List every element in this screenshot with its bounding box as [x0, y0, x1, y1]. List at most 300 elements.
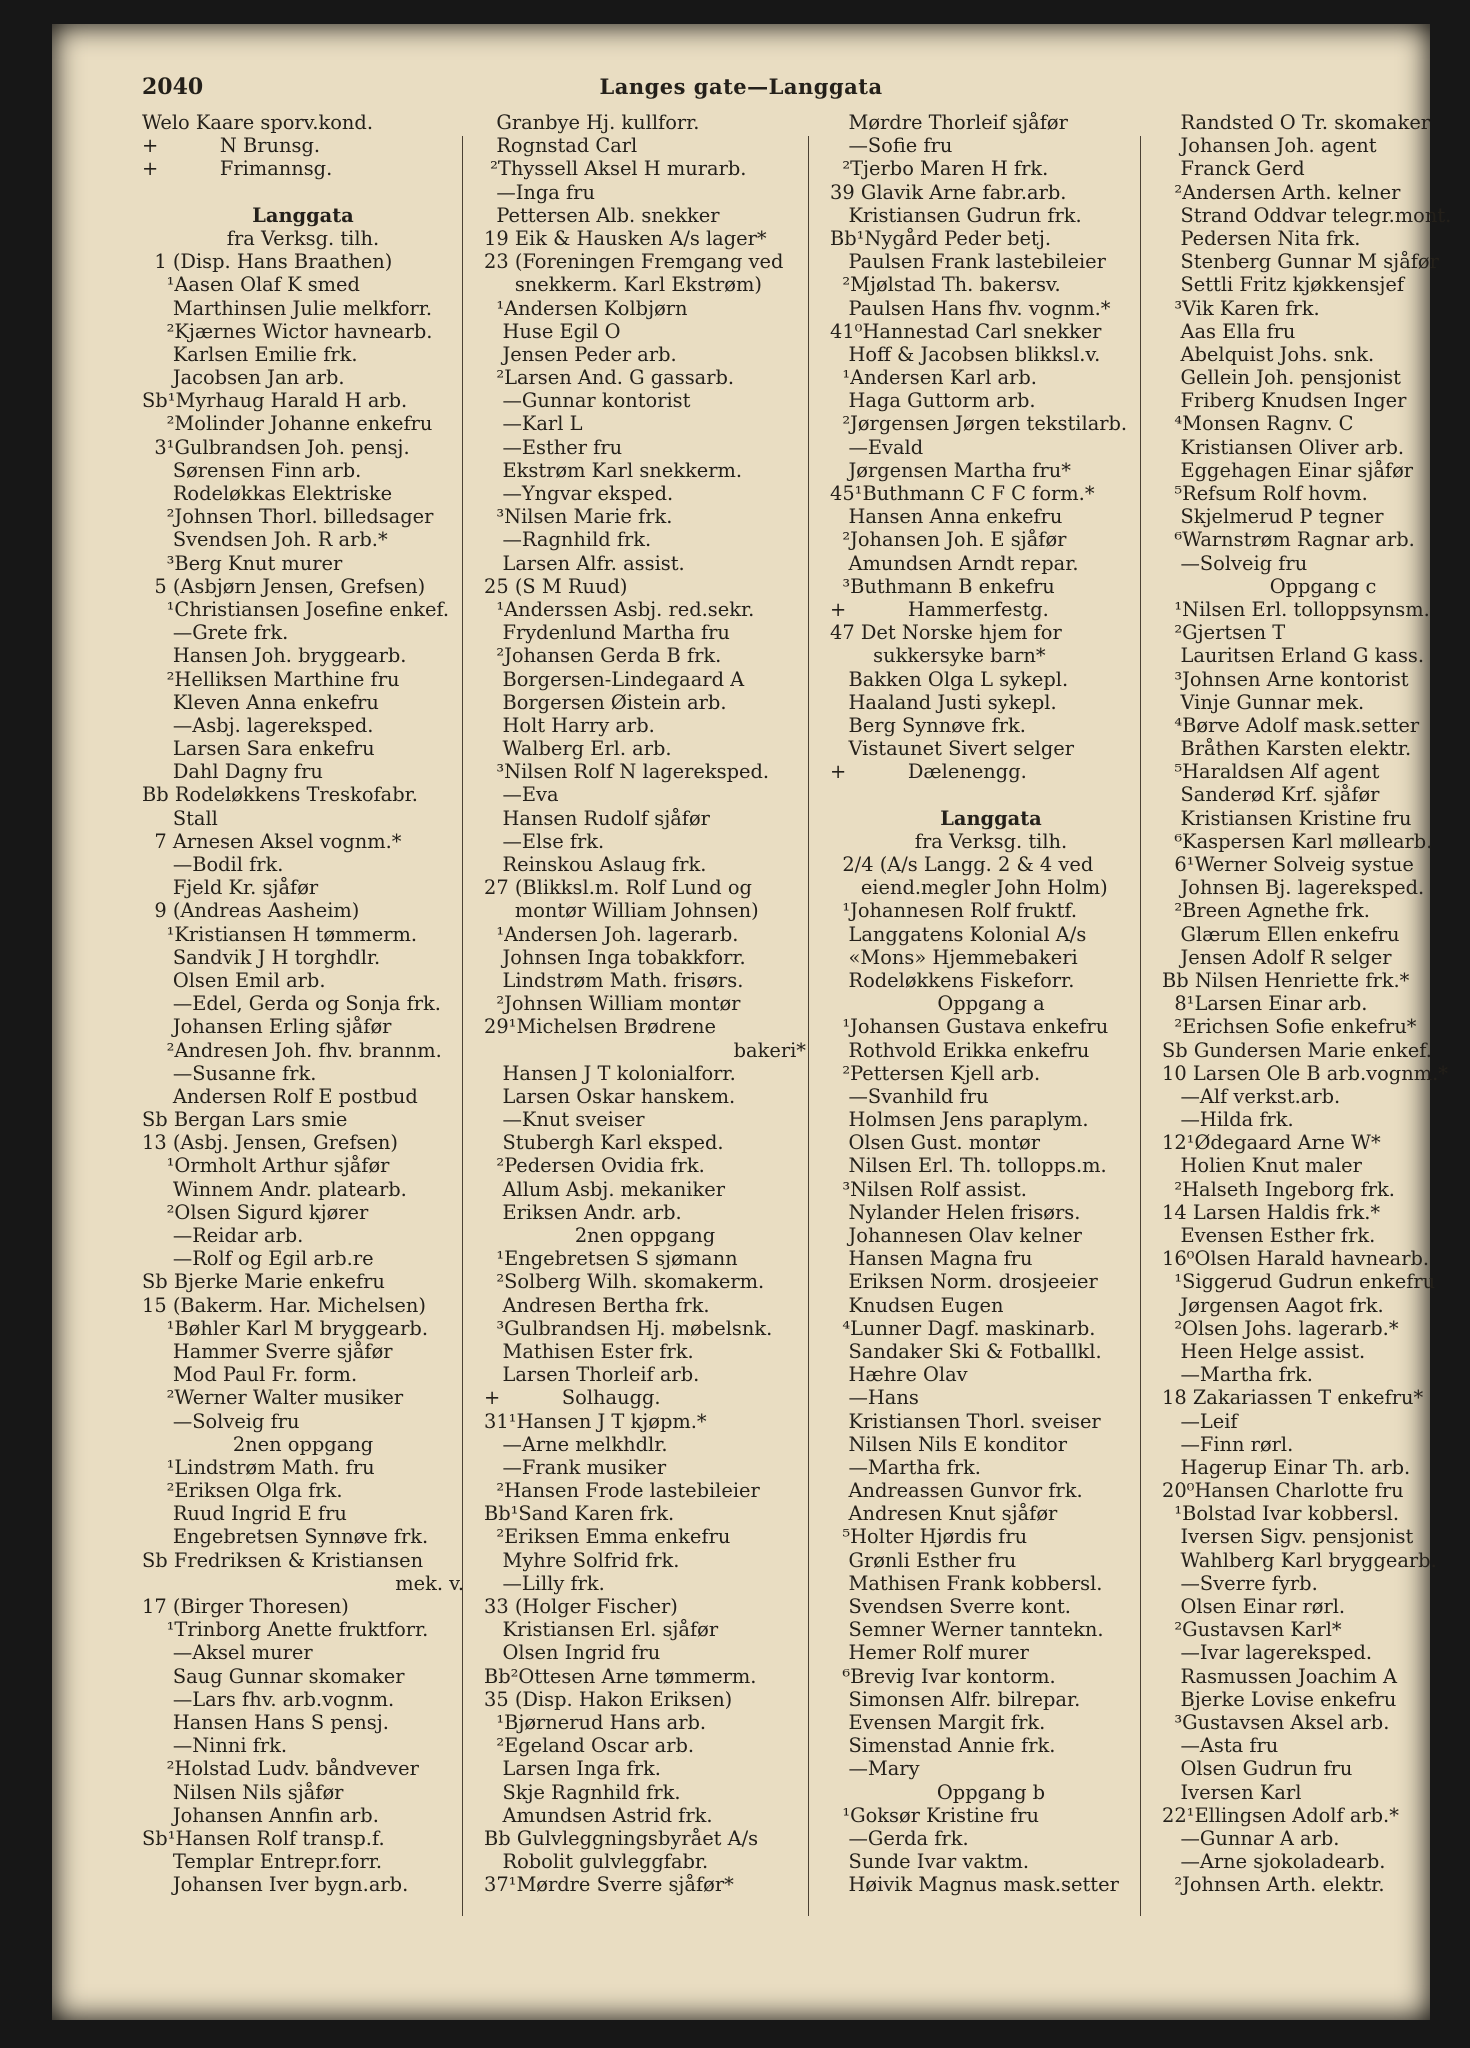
- directory-entry: Sb Bjerke Marie enkefru: [142, 1270, 385, 1294]
- directory-entry: 14 Larsen Haldis frk.*: [1162, 1200, 1381, 1224]
- directory-entry: ¹Andersen Karl arb.: [830, 366, 1037, 390]
- directory-entry: ²Holstad Ludv. båndvever: [142, 1757, 419, 1781]
- directory-entry: Winnem Andr. platearb.: [142, 1177, 407, 1201]
- directory-entry: —Asta fru: [1162, 1734, 1279, 1758]
- directory-entry: Gellein Joh. pensjonist: [1162, 366, 1401, 390]
- directory-entry: ⁴Lunner Dagf. maskinarb.: [830, 1316, 1096, 1340]
- directory-entry: Welo Kaare sporv.kond.: [142, 111, 373, 134]
- directory-page: [52, 24, 1452, 2020]
- directory-entry: ¹Christiansen Josefine enkef.: [142, 597, 450, 621]
- directory-entry: Kristiansen Kristine fru: [1162, 806, 1412, 830]
- directory-entry: Andresen Bertha frk.: [484, 1293, 710, 1317]
- directory-entry: —Gunnar kontorist: [484, 389, 691, 413]
- directory-entry: Stenberg Gunnar M sjåfør: [1162, 250, 1439, 274]
- directory-entry: Jørgensen Martha fru*: [830, 458, 1071, 482]
- directory-entry: montør William Johnsen): [484, 899, 759, 923]
- directory-entry: 35 (Disp. Hakon Eriksen): [484, 1687, 733, 1711]
- directory-entry: ²Molinder Johanne enkefru: [142, 412, 433, 436]
- directory-entry: Johansen Erling sjåfør: [142, 1015, 392, 1039]
- directory-entry: Bb Gulvleggningsbyrået A/s: [484, 1826, 759, 1850]
- directory-entry: 19 Eik & Hausken A/s lager*: [484, 226, 767, 250]
- directory-entry: eiend.megler John Holm): [830, 876, 1108, 900]
- directory-entry: ¹Johannesen Rolf fruktf.: [830, 899, 1078, 923]
- directory-entry: fra Verksg. tilh.: [226, 226, 380, 250]
- directory-entry: 47 Det Norske hjem for: [830, 621, 1062, 645]
- directory-entry: Mathisen Frank kobbersl.: [830, 1571, 1103, 1595]
- directory-entry: + Solhaugg.: [484, 1386, 661, 1410]
- directory-entry: Johnsen Inga tobakkforr.: [484, 945, 746, 969]
- directory-entry: Dahl Dagny fru: [142, 760, 323, 784]
- directory-entry: 39 Glavik Arne fabr.arb.: [830, 180, 1067, 204]
- directory-entry: Jensen Peder arb.: [484, 342, 677, 366]
- directory-entry: Hansen Hans S pensj.: [142, 1710, 389, 1734]
- directory-entry: ¹Engebretsen S sjømann: [484, 1247, 738, 1271]
- directory-entry: Sb¹Hansen Rolf transp.f.: [142, 1826, 385, 1850]
- directory-entry: Haga Guttorm arb.: [830, 389, 1036, 413]
- directory-entry: Bjerke Lovise enkefru: [1162, 1687, 1397, 1711]
- directory-entry: ⁵Refsum Rolf hovm.: [1162, 482, 1368, 505]
- directory-entry: Kristiansen Erl. sjåfør: [484, 1618, 719, 1642]
- directory-entry: ⁴Monsen Ragnv. C: [1162, 412, 1354, 436]
- directory-entry: 2nen oppgang: [232, 1432, 374, 1456]
- directory-entry: 3¹Gulbrandsen Joh. pensj.: [142, 435, 410, 459]
- directory-entry: Grønli Esther fru: [830, 1548, 1017, 1572]
- directory-entry: Borgersen Øistein arb.: [484, 690, 727, 714]
- directory-entry: Eggehagen Einar sjåfør: [1162, 458, 1414, 482]
- directory-entry: mek. v.: [395, 1571, 464, 1595]
- directory-entry: [830, 783, 1152, 806]
- directory-entry: 27 (Blikksl.m. Rolf Lund og: [484, 876, 752, 900]
- directory-entry: —Martha frk.: [1162, 1363, 1313, 1387]
- directory-entry: Robolit gulvleggfabr.: [484, 1850, 709, 1874]
- directory-entry: Heen Helge assist.: [1162, 1339, 1366, 1363]
- directory-entry: Eriksen Norm. drosjeeier: [830, 1270, 1098, 1294]
- directory-entry: Holmsen Jens paraplym.: [830, 1108, 1089, 1132]
- directory-entry: Oppgang a: [937, 992, 1045, 1016]
- directory-entry: —Solveig fru: [1162, 551, 1308, 575]
- directory-entry: Hæhre Olav: [830, 1363, 968, 1387]
- directory-entry: ³Nilsen Rolf N lagereksped.: [484, 760, 770, 784]
- directory-entry: Bb²Ottesen Arne tømmerm.: [484, 1664, 757, 1688]
- directory-entry: ³Nilsen Marie frk.: [484, 505, 673, 529]
- directory-entry: —Arne melkhdlr.: [484, 1432, 668, 1456]
- directory-entry: Iversen Karl: [1162, 1780, 1302, 1804]
- directory-entry: Olsen Gust. montør: [830, 1131, 1041, 1155]
- directory-entry: 20⁰Hansen Charlotte fru: [1162, 1479, 1404, 1503]
- directory-entry: ²Johnsen Arth. elektr.: [1162, 1873, 1385, 1897]
- directory-entry: —Frank musiker: [484, 1455, 667, 1479]
- directory-entry: Myhre Solfrid frk.: [484, 1548, 680, 1572]
- directory-entry: Hagerup Einar Th. arb.: [1162, 1455, 1411, 1479]
- directory-entry: Granbye Hj. kullforr.: [484, 111, 700, 134]
- directory-entry: Jørgensen Aagot frk.: [1162, 1293, 1384, 1317]
- directory-entry: Ekstrøm Karl snekkerm.: [484, 458, 743, 482]
- directory-entry: Oppgang c: [1269, 574, 1377, 598]
- directory-entry: ³Vik Karen frk.: [1162, 296, 1320, 320]
- directory-entry: —Arne sjokoladearb.: [1162, 1850, 1386, 1874]
- directory-entry: Hemer Rolf murer: [830, 1641, 1029, 1665]
- directory-entry: [142, 181, 464, 204]
- directory-entry: —Martha frk.: [830, 1455, 981, 1479]
- directory-entry: Nylander Helen frisørs.: [830, 1200, 1081, 1224]
- directory-entry: ²Andersen Arth. kelner: [1162, 180, 1401, 204]
- directory-entry: ²Breen Agnethe frk.: [1162, 899, 1370, 923]
- directory-entry: Andresen Knut sjåfør: [830, 1502, 1058, 1526]
- directory-entry: Stubergh Karl eksped.: [484, 1131, 724, 1155]
- directory-entry: Kleven Anna enkefru: [142, 690, 379, 714]
- directory-entry: ²Andresen Joh. fhv. brannm.: [142, 1038, 442, 1062]
- directory-entry: ¹Kristiansen H tømmerm.: [142, 922, 418, 946]
- directory-entry: Lauritsen Erland G kass.: [1162, 644, 1425, 668]
- directory-entry: 37¹Mørdre Sverre sjåfør*: [484, 1873, 734, 1897]
- directory-entry: 18 Zakariassen T enkefru*: [1162, 1386, 1424, 1410]
- directory-entry: Wahlberg Karl bryggearb.: [1162, 1548, 1437, 1572]
- directory-entry: ¹Johansen Gustava enkefru: [830, 1015, 1109, 1039]
- directory-entry: Engebretsen Synnøve frk.: [142, 1525, 429, 1549]
- directory-entry: Høivik Magnus mask.setter: [830, 1873, 1119, 1897]
- directory-entry: Sunde Ivar vaktm.: [830, 1850, 1030, 1874]
- directory-entry: ¹Siggerud Gudrun enkefru: [1162, 1270, 1436, 1294]
- directory-entry: Andreassen Gunvor frk.: [830, 1479, 1083, 1503]
- directory-entry: Hansen Rudolf sjåfør: [484, 806, 710, 830]
- directory-entry: ²Halseth Ingeborg frk.: [1162, 1177, 1395, 1201]
- directory-entry: —Hilda frk.: [1162, 1108, 1294, 1132]
- directory-entry: Larsen Sara enkefru: [142, 737, 375, 761]
- directory-entry: Ruud Ingrid E fru: [142, 1502, 347, 1526]
- directory-entry: 12¹Ødegaard Arne W*: [1162, 1131, 1381, 1155]
- directory-entry: ²Pettersen Kjell arb.: [830, 1061, 1041, 1085]
- directory-entry: Olsen Ingrid fru: [484, 1641, 661, 1665]
- directory-entry: Strand Oddvar telegr.mont.: [1162, 203, 1452, 227]
- directory-entry: Berg Synnøve frk.: [830, 713, 1026, 737]
- running-title: Langes gate—Langgata: [599, 74, 883, 99]
- directory-entry: —Ninni frk.: [142, 1734, 288, 1758]
- directory-entry: —Mary: [830, 1757, 920, 1781]
- directory-entry: Kristiansen Oliver arb.: [1162, 435, 1405, 459]
- directory-entry: Settli Fritz kjøkkensjef: [1162, 273, 1405, 297]
- directory-entry: ¹Bolstad Ivar kobbersl.: [1162, 1502, 1400, 1526]
- directory-entry: fra Verksg. tilh.: [914, 829, 1068, 853]
- directory-entry: Hansen Joh. bryggearb.: [142, 644, 407, 668]
- directory-entry: Borgersen-Lindegaard A: [484, 667, 745, 691]
- directory-entry: 13 (Asbj. Jensen, Grefsen): [142, 1131, 398, 1155]
- directory-entry: —Sofie fru: [830, 134, 953, 158]
- directory-entry: Sørensen Finn arb.: [142, 458, 362, 482]
- directory-entry: Saug Gunnar skomaker: [142, 1664, 405, 1688]
- directory-entry: Langgatens Kolonial A/s: [830, 922, 1087, 946]
- directory-entry: Amundsen Arndt repar.: [830, 551, 1079, 575]
- directory-entry: Reinskou Aslaug frk.: [484, 853, 707, 876]
- directory-entry: —Alf verkst.arb.: [1162, 1084, 1341, 1108]
- directory-entry: —Aksel murer: [142, 1641, 313, 1665]
- directory-entry: Olsen Gudrun fru: [1162, 1757, 1353, 1781]
- directory-entry: Larsen Thorleif arb.: [484, 1363, 700, 1387]
- directory-entry: —Asbj. lagereksped.: [142, 713, 374, 737]
- directory-entry: ²Eriksen Olga frk.: [142, 1479, 343, 1503]
- directory-entry: Larsen Oskar hanskem.: [484, 1084, 736, 1108]
- directory-entry: Andersen Rolf E postbud: [142, 1084, 418, 1108]
- directory-entry: Glærum Ellen enkefru: [1162, 922, 1400, 946]
- directory-entry: Amundsen Astrid frk.: [484, 1803, 713, 1827]
- directory-entry: ²Erichsen Sofie enkefru*: [1162, 1015, 1417, 1039]
- directory-entry: Bråthen Karsten elektr.: [1162, 737, 1412, 761]
- directory-entry: 25 (S M Ruud): [484, 574, 628, 598]
- directory-entry: Simenstad Annie frk.: [830, 1734, 1056, 1758]
- directory-entry: Nilsen Nils sjåfør: [142, 1780, 344, 1804]
- directory-entry: —Susanne frk.: [142, 1061, 317, 1085]
- directory-entry: Pettersen Alb. snekker: [484, 203, 720, 227]
- directory-entry: —Edel, Gerda og Sonja frk.: [142, 992, 441, 1016]
- directory-entry: Nilsen Nils E konditor: [830, 1432, 1068, 1456]
- directory-entry: Templar Entrepr.forr.: [142, 1850, 383, 1874]
- directory-entry: Sb Gundersen Marie enkef.: [1162, 1038, 1432, 1062]
- directory-entry: Abelquist Johs. snk.: [1162, 342, 1375, 366]
- directory-entry: ²Solberg Wilh. skomakerm.: [484, 1270, 765, 1294]
- directory-entry: Johnsen Bj. lagereksped.: [1162, 876, 1425, 900]
- directory-entry: ²Eriksen Emma enkefru: [484, 1525, 731, 1549]
- directory-entry: Karlsen Emilie frk.: [142, 342, 358, 366]
- directory-entry: Walberg Erl. arb.: [484, 737, 672, 761]
- directory-entry: Skje Ragnhild frk.: [484, 1780, 681, 1804]
- directory-entry: —Solveig fru: [142, 1409, 300, 1433]
- column-divider: [808, 136, 809, 1916]
- directory-entry: + Dælenengg.: [830, 760, 1027, 784]
- directory-entry: Hammer Sverre sjåfør: [142, 1339, 393, 1363]
- directory-entry: Sanderød Krf. sjåfør: [1162, 783, 1380, 807]
- directory-entry: ¹Andersen Kolbjørn: [484, 296, 688, 320]
- directory-entry: 33 (Holger Fischer): [484, 1595, 678, 1618]
- directory-entry: ¹Bjørnerud Hans arb.: [484, 1710, 707, 1734]
- directory-entry: Lindstrøm Math. frisørs.: [484, 968, 744, 992]
- directory-entry: Simonsen Alfr. bilrepar.: [830, 1687, 1081, 1711]
- directory-entry: Huse Egil O: [484, 319, 621, 343]
- directory-entry: ²Johansen Joh. E sjåfør: [830, 528, 1067, 552]
- directory-entry: ⁶Warnstrøm Ragnar arb.: [1162, 528, 1415, 552]
- directory-entry: ²Gustavsen Karl*: [1162, 1618, 1342, 1642]
- directory-entry: 41⁰Hannestad Carl snekker: [830, 319, 1102, 343]
- directory-entry: —Grete frk.: [142, 621, 289, 645]
- directory-entry: ²Johnsen William montør: [484, 992, 741, 1016]
- directory-entry: + Frimannsg.: [142, 157, 333, 181]
- directory-entry: ¹Aasen Olaf K smed: [142, 273, 360, 297]
- directory-entry: ¹Trinborg Anette fruktforr.: [142, 1618, 429, 1642]
- directory-entry: «Mons» Hjemmebakeri: [830, 945, 1078, 969]
- directory-entry: Hansen Anna enkefru: [830, 505, 1063, 529]
- directory-entry: Rodeløkkens Fiskeforr.: [830, 968, 1075, 992]
- directory-entry: Vinje Gunnar mek.: [1162, 690, 1365, 714]
- directory-entry: ⁵Haraldsen Alf agent: [1162, 760, 1380, 784]
- directory-entry: —Gunnar A arb.: [1162, 1826, 1340, 1850]
- directory-entry: 31¹Hansen J T kjøpm.*: [484, 1409, 707, 1433]
- directory-entry: 2/4 (A/s Langg. 2 & 4 ved: [830, 853, 1094, 876]
- directory-entry: —Karl L: [484, 412, 583, 436]
- directory-entry: Marthinsen Julie melkforr.: [142, 296, 433, 320]
- directory-entry: Rodeløkkas Elektriske: [142, 482, 393, 505]
- directory-entry: ¹Anderssen Asbj. red.sekr.: [484, 597, 755, 621]
- directory-entry: —Ragnhild frk.: [484, 528, 652, 552]
- directory-entry: ¹Andersen Joh. lagerarb.: [484, 922, 739, 946]
- directory-entry: Bakken Olga L sykepl.: [830, 667, 1069, 691]
- directory-entry: 10 Larsen Ole B arb.vognm.*: [1162, 1061, 1448, 1085]
- directory-entry: ³Gustavsen Aksel arb.: [1162, 1710, 1390, 1734]
- directory-entry: 45¹Buthmann C F C form.*: [830, 482, 1095, 505]
- directory-entry: Vistaunet Sivert selger: [830, 737, 1074, 761]
- directory-entry: 7 Arnesen Aksel vognm.*: [142, 829, 402, 853]
- directory-entry: Nilsen Erl. Th. tollopps.m.: [830, 1154, 1107, 1178]
- directory-entry: Bb Nilsen Henriette frk.*: [1162, 968, 1410, 992]
- directory-entry: Hoff & Jacobsen blikksl.v.: [830, 342, 1101, 366]
- directory-entry: —Ivar lagereksped.: [1162, 1641, 1373, 1665]
- directory-entry: —Finn rørl.: [1162, 1432, 1294, 1456]
- directory-entry: ¹Lindstrøm Math. fru: [142, 1455, 375, 1479]
- directory-entry: —Gerda frk.: [830, 1826, 969, 1850]
- directory-entry: —Esther fru: [484, 435, 623, 459]
- directory-entry: Johansen Annfin arb.: [142, 1803, 379, 1827]
- street-heading: Langgata: [940, 806, 1042, 830]
- directory-entry: Aas Ella fru: [1162, 319, 1296, 343]
- directory-entry: Frydenlund Martha fru: [484, 621, 730, 645]
- directory-entry: —Evald: [830, 435, 924, 459]
- directory-entry: + N Brunsg.: [142, 134, 321, 158]
- directory-entry: Johansen Iver bygn.arb.: [142, 1873, 409, 1897]
- directory-entry: Sb¹Myrhaug Harald H arb.: [142, 389, 408, 413]
- directory-entry: —Lilly frk.: [484, 1571, 605, 1595]
- directory-entry: ⁴Børve Adolf mask.setter: [1162, 713, 1420, 737]
- directory-entry: 23 (Foreningen Fremgang ved: [484, 250, 784, 274]
- directory-entry: ²Thyssell Aksel H murarb.: [484, 157, 747, 181]
- directory-entry: Paulsen Hans fhv. vognm.*: [830, 296, 1111, 320]
- directory-entry: Holt Harry arb.: [484, 713, 655, 737]
- directory-entry: Svendsen Sverre kont.: [830, 1595, 1071, 1618]
- directory-entry: Svendsen Joh. R arb.*: [142, 528, 388, 552]
- directory-entry: ¹Ormholt Arthur sjåfør: [142, 1154, 390, 1178]
- directory-entry: ¹Nilsen Erl. tolloppsynsm.: [1162, 597, 1430, 621]
- directory-entry: —Bodil frk.: [142, 853, 284, 876]
- directory-entry: snekkerm. Karl Ekstrøm): [484, 273, 762, 297]
- directory-entry: ¹Bøhler Karl M bryggearb.: [142, 1316, 428, 1340]
- directory-entry: Haaland Justi sykepl.: [830, 690, 1057, 714]
- directory-entry: Sb Fredriksen & Kristiansen: [142, 1548, 424, 1572]
- directory-entry: Jacobsen Jan arb.: [142, 366, 345, 390]
- directory-entry: + Hammerfestg.: [830, 597, 1049, 621]
- directory-entry: —Reidar arb.: [142, 1224, 304, 1247]
- directory-entry: —Inga fru: [484, 180, 595, 204]
- directory-entry: 2nen oppgang: [574, 1224, 716, 1247]
- directory-entry: Skjelmerud P tegner: [1162, 505, 1384, 529]
- directory-entry: Allum Asbj. mekaniker: [484, 1177, 726, 1201]
- directory-entry: ¹Goksør Kristine fru: [830, 1803, 1040, 1827]
- directory-entry: —Hans: [830, 1386, 919, 1410]
- directory-entry: ²Pedersen Ovidia frk.: [484, 1154, 705, 1178]
- directory-entry: Randsted O Tr. skomaker: [1162, 111, 1431, 134]
- directory-entry: Kristiansen Thorl. sveiser: [830, 1409, 1101, 1433]
- directory-entry: Bb¹Sand Karen frk.: [484, 1502, 675, 1526]
- directory-entry: ³Berg Knut murer: [142, 551, 343, 575]
- directory-entry: Sb Bergan Lars smie: [142, 1108, 348, 1132]
- directory-entry: Olsen Einar rørl.: [1162, 1595, 1346, 1618]
- directory-entry: 9 (Andreas Aasheim): [142, 899, 360, 923]
- directory-entry: Jensen Adolf R selger: [1162, 945, 1392, 969]
- directory-entry: 16⁰Olsen Harald havnearb.: [1162, 1247, 1430, 1271]
- directory-entry: —Leif: [1162, 1409, 1238, 1433]
- directory-entry: Rognstad Carl: [484, 134, 638, 158]
- directory-entry: Bb¹Nygård Peder betj.: [830, 226, 1052, 250]
- directory-entry: Knudsen Eugen: [830, 1293, 1004, 1317]
- directory-entry: Olsen Emil arb.: [142, 968, 326, 992]
- directory-entry: —Knut sveiser: [484, 1108, 645, 1132]
- directory-entry: ²Egeland Oscar arb.: [484, 1734, 695, 1758]
- directory-column-1: [142, 111, 464, 1896]
- directory-entry: Sandvik J H torghdlr.: [142, 945, 381, 969]
- directory-entry: ²Gjertsen T: [1162, 621, 1286, 645]
- directory-entry: 22¹Ellingsen Adolf arb.*: [1162, 1803, 1399, 1827]
- directory-entry: ³Johnsen Arne kontorist: [1162, 667, 1409, 691]
- directory-entry: ⁵Holter Hjørdis fru: [830, 1525, 1028, 1549]
- directory-entry: Hansen Magna fru: [830, 1247, 1033, 1271]
- directory-entry: —Svanhild fru: [830, 1084, 989, 1108]
- directory-column-3: [830, 111, 1152, 1896]
- directory-entry: 8¹Larsen Einar arb.: [1162, 992, 1368, 1016]
- directory-entry: Johansen Joh. agent: [1162, 134, 1377, 158]
- directory-entry: Evensen Esther frk.: [1162, 1224, 1376, 1247]
- directory-entry: Larsen Inga frk.: [484, 1757, 661, 1781]
- directory-entry: ³Gulbrandsen Hj. møbelsnk.: [484, 1316, 773, 1340]
- directory-column-2: [484, 111, 806, 1896]
- directory-entry: Mørdre Thorleif sjåfør: [830, 111, 1068, 134]
- directory-entry: ²Helliksen Marthine fru: [142, 667, 400, 691]
- directory-entry: Larsen Alfr. assist.: [484, 551, 685, 575]
- directory-entry: Semner Werner tanntekn.: [830, 1618, 1104, 1642]
- directory-entry: ²Olsen Sigurd kjører: [142, 1200, 369, 1224]
- directory-entry: ²Johnsen Thorl. billedsager: [142, 505, 434, 529]
- directory-entry: ²Mjølstad Th. bakersv.: [830, 273, 1061, 297]
- directory-entry: 1 (Disp. Hans Braathen): [142, 250, 393, 274]
- directory-entry: Mod Paul Fr. form.: [142, 1363, 358, 1387]
- directory-entry: ²Jørgensen Jørgen tekstilarb.: [830, 412, 1128, 436]
- directory-entry: sukkersyke barn*: [830, 644, 1046, 668]
- directory-entry: Eriksen Andr. arb.: [484, 1200, 682, 1224]
- directory-entry: Pedersen Nita frk.: [1162, 226, 1361, 250]
- directory-entry: 6¹Werner Solveig systue: [1162, 853, 1414, 876]
- directory-entry: ⁶Brevig Ivar kontorm.: [830, 1664, 1056, 1688]
- directory-entry: ³Buthmann B enkefru: [830, 574, 1055, 598]
- directory-entry: —Else frk.: [484, 829, 605, 853]
- directory-entry: 29¹Michelsen Brødrene: [484, 1015, 716, 1039]
- directory-entry: Johannesen Olav kelner: [830, 1224, 1082, 1247]
- directory-entry: —Yngvar eksped.: [484, 482, 674, 505]
- directory-entry: Oppgang b: [936, 1780, 1046, 1804]
- directory-entry: ²Johansen Gerda B frk.: [484, 644, 722, 668]
- directory-entry: ²Werner Walter musiker: [142, 1386, 404, 1410]
- directory-entry: Friberg Knudsen Inger: [1162, 389, 1407, 413]
- directory-entry: Fjeld Kr. sjåfør: [142, 876, 319, 900]
- directory-entry: ²Kjærnes Wictor havnearb.: [142, 319, 433, 343]
- directory-entry: —Rolf og Egil arb.re: [142, 1247, 374, 1271]
- directory-entry: ⁶Kaspersen Karl møllearb.: [1162, 829, 1433, 853]
- directory-entry: ³Nilsen Rolf assist.: [830, 1177, 1027, 1201]
- directory-entry: —Sverre fyrb.: [1162, 1571, 1318, 1595]
- directory-entry: Mathisen Ester frk.: [484, 1339, 694, 1363]
- directory-entry: Holien Knut maler: [1162, 1154, 1362, 1178]
- directory-entry: Kristiansen Gudrun frk.: [830, 203, 1082, 227]
- directory-entry: bakeri*: [733, 1038, 806, 1062]
- directory-entry: Hansen J T kolonialforr.: [484, 1061, 736, 1085]
- directory-entry: 5 (Asbjørn Jensen, Grefsen): [142, 574, 426, 598]
- directory-entry: Iversen Sigv. pensjonist: [1162, 1525, 1414, 1549]
- directory-entry: 17 (Birger Thoresen): [142, 1595, 349, 1618]
- directory-entry: Rasmussen Joachim A: [1162, 1664, 1398, 1688]
- street-heading: Langgata: [252, 203, 354, 227]
